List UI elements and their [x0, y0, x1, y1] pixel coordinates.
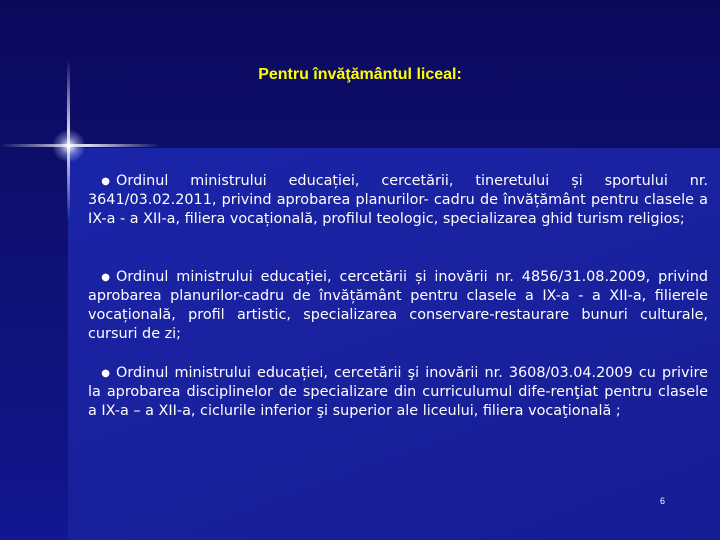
list-item [88, 364, 708, 421]
list-item [88, 172, 708, 229]
bullet-icon: ● [101, 368, 110, 379]
list-item-text: Ordinul ministrului educației, cercetării şi inovării nr. 3608/03.04.2009 cu privire la aprobarea disciplinelor de specializare din curriculumul dife-renţiat pentru clasele a IX-a – a XII-a, ciclurile inferior şi superior ale liceului, filiera vocaţională ; [88, 365, 708, 419]
slide-title: Pentru învăţământul liceal: [258, 66, 462, 83]
page-number: 6 [660, 496, 666, 506]
list-item [88, 268, 708, 344]
bullet-icon: ● [101, 272, 110, 283]
light-flare-icon [53, 130, 85, 162]
list-item-text: Ordinul ministrului educației, cercetării, tineretului și sportului nr. 3641/03.02.2011, privind aprobarea planurilor- cadru de învățământ pentru clasele a IX-a - a XII-a, filiera vocațională, profilul teologic, specializarea ghid turism religios; [88, 173, 708, 227]
bullet-icon: ● [101, 176, 110, 187]
list-item-text: Ordinul ministrului educației, cercetării și inovării nr. 4856/31.08.2009, privind aprobarea planurilor-cadru de învățământ pentru clasele a IX-a - a XII-a, filierele vocațională, profil artistic, specializarea conservare-restaurare bunuri culturale, cursuri de zi; [88, 269, 708, 342]
